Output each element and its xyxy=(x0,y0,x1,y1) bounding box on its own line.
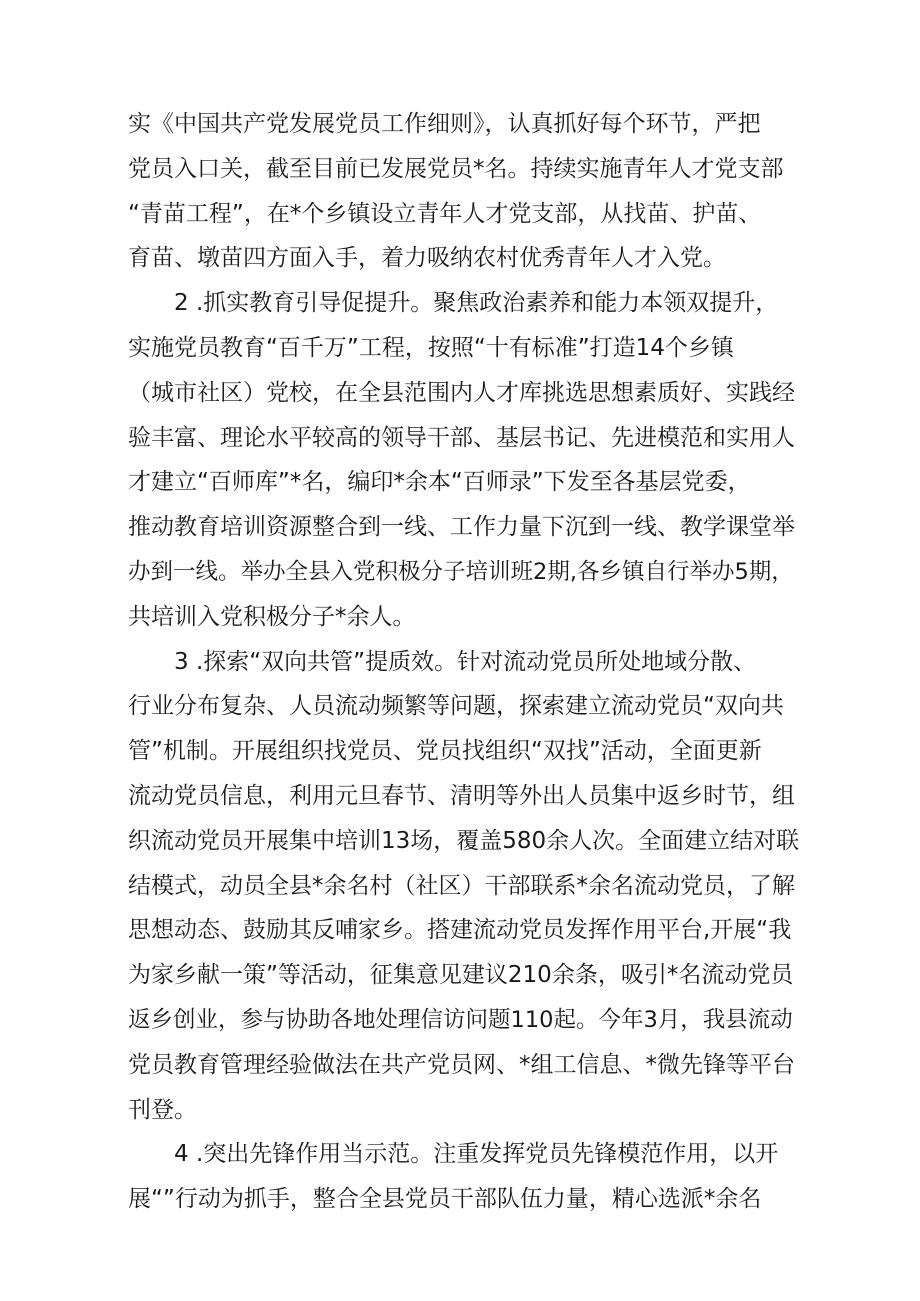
text-line: 共培训入党积极分子*余人。 xyxy=(128,603,416,630)
text-line: 行业分布复杂、人员流动频繁等问题，探索建立流动党员“双向共 xyxy=(128,693,784,720)
paragraph-3 xyxy=(128,640,800,1133)
text-line: 才建立“百师库”*名，编印*余本“百师录”下发至各基层党委， xyxy=(128,469,751,496)
text-line: 展“”行动为抓手，整合全县党员干部队伍力量，精心选派*余名 xyxy=(128,1186,762,1213)
text-line: 思想动态、鼓励其反哺家乡。搭建流动党员发挥作用平台,开展“我 xyxy=(128,917,792,944)
paragraph-1 xyxy=(128,102,800,281)
text-line: 2 .抓实教育引导促提升。聚焦政治素养和能力本领双提升， xyxy=(174,290,779,317)
text-line: 3 .探索“双向共管”提质效。针对流动党员所处地域分散、 xyxy=(174,648,757,675)
text-line: “青苗工程”，在*个乡镇设立青年人才党支部，从找苗、护苗、 xyxy=(128,200,762,227)
paragraph-4 xyxy=(128,1132,800,1222)
text-line: 党员入口关，截至目前已发展党员*名。持续实施青年人才党支部 xyxy=(128,155,784,182)
text-line: 实《中国共产党发展党员工作细则》，认真抓好每个环节，严把 xyxy=(128,111,761,137)
text-line: 管”机制。开展组织找党员、党员找组织“双找”活动，全面更新 xyxy=(128,738,762,765)
text-line: 织流动党员开展集中培训13场，覆盖580余人次。全面建立结对联 xyxy=(128,827,800,854)
text-line: 返乡创业，参与协助各地处理信访问题110起。今年3月，我县流动 xyxy=(128,1006,793,1033)
text-line: 办到一线。举办全县入党积极分子培训班2期,各乡镇自行举办5期， xyxy=(128,558,794,585)
text-line: 育苗、墩苗四方面入手，着力吸纳农村优秀青年人才入党。 xyxy=(128,245,726,272)
text-line: 结模式，动员全县*余名村（社区）干部联系*余名流动党员，了解 xyxy=(128,872,795,899)
paragraph-2 xyxy=(128,281,800,639)
text-line: 为家乡献一策”等活动，征集意见建议210余条，吸引*名流动党员 xyxy=(128,962,794,989)
document-body xyxy=(128,102,800,1222)
text-line: 党员教育管理经验做法在共产党员网、*组工信息、*微先锋等平台 xyxy=(128,1051,795,1078)
text-line: 刊登。 xyxy=(128,1096,197,1123)
text-line: （城市社区）党校，在全县范围内人才库挑选思想素质好、实践经 xyxy=(128,379,795,406)
text-line: 4 .突出先锋作用当示范。注重发挥党员先锋模范作用，以开 xyxy=(174,1141,779,1168)
text-line: 实施党员教育“百千万”工程，按照“十有标准”打造14个乡镇 xyxy=(128,334,734,361)
text-line: 验丰富、理论水平较高的领导干部、基层书记、先进模范和实用人 xyxy=(128,424,795,451)
text-line: 推动教育培训资源整合到一线、工作力量下沉到一线、教学课堂举 xyxy=(128,514,795,541)
text-line: 流动党员信息，利用元旦春节、清明等外出人员集中返乡时节，组 xyxy=(128,782,795,809)
